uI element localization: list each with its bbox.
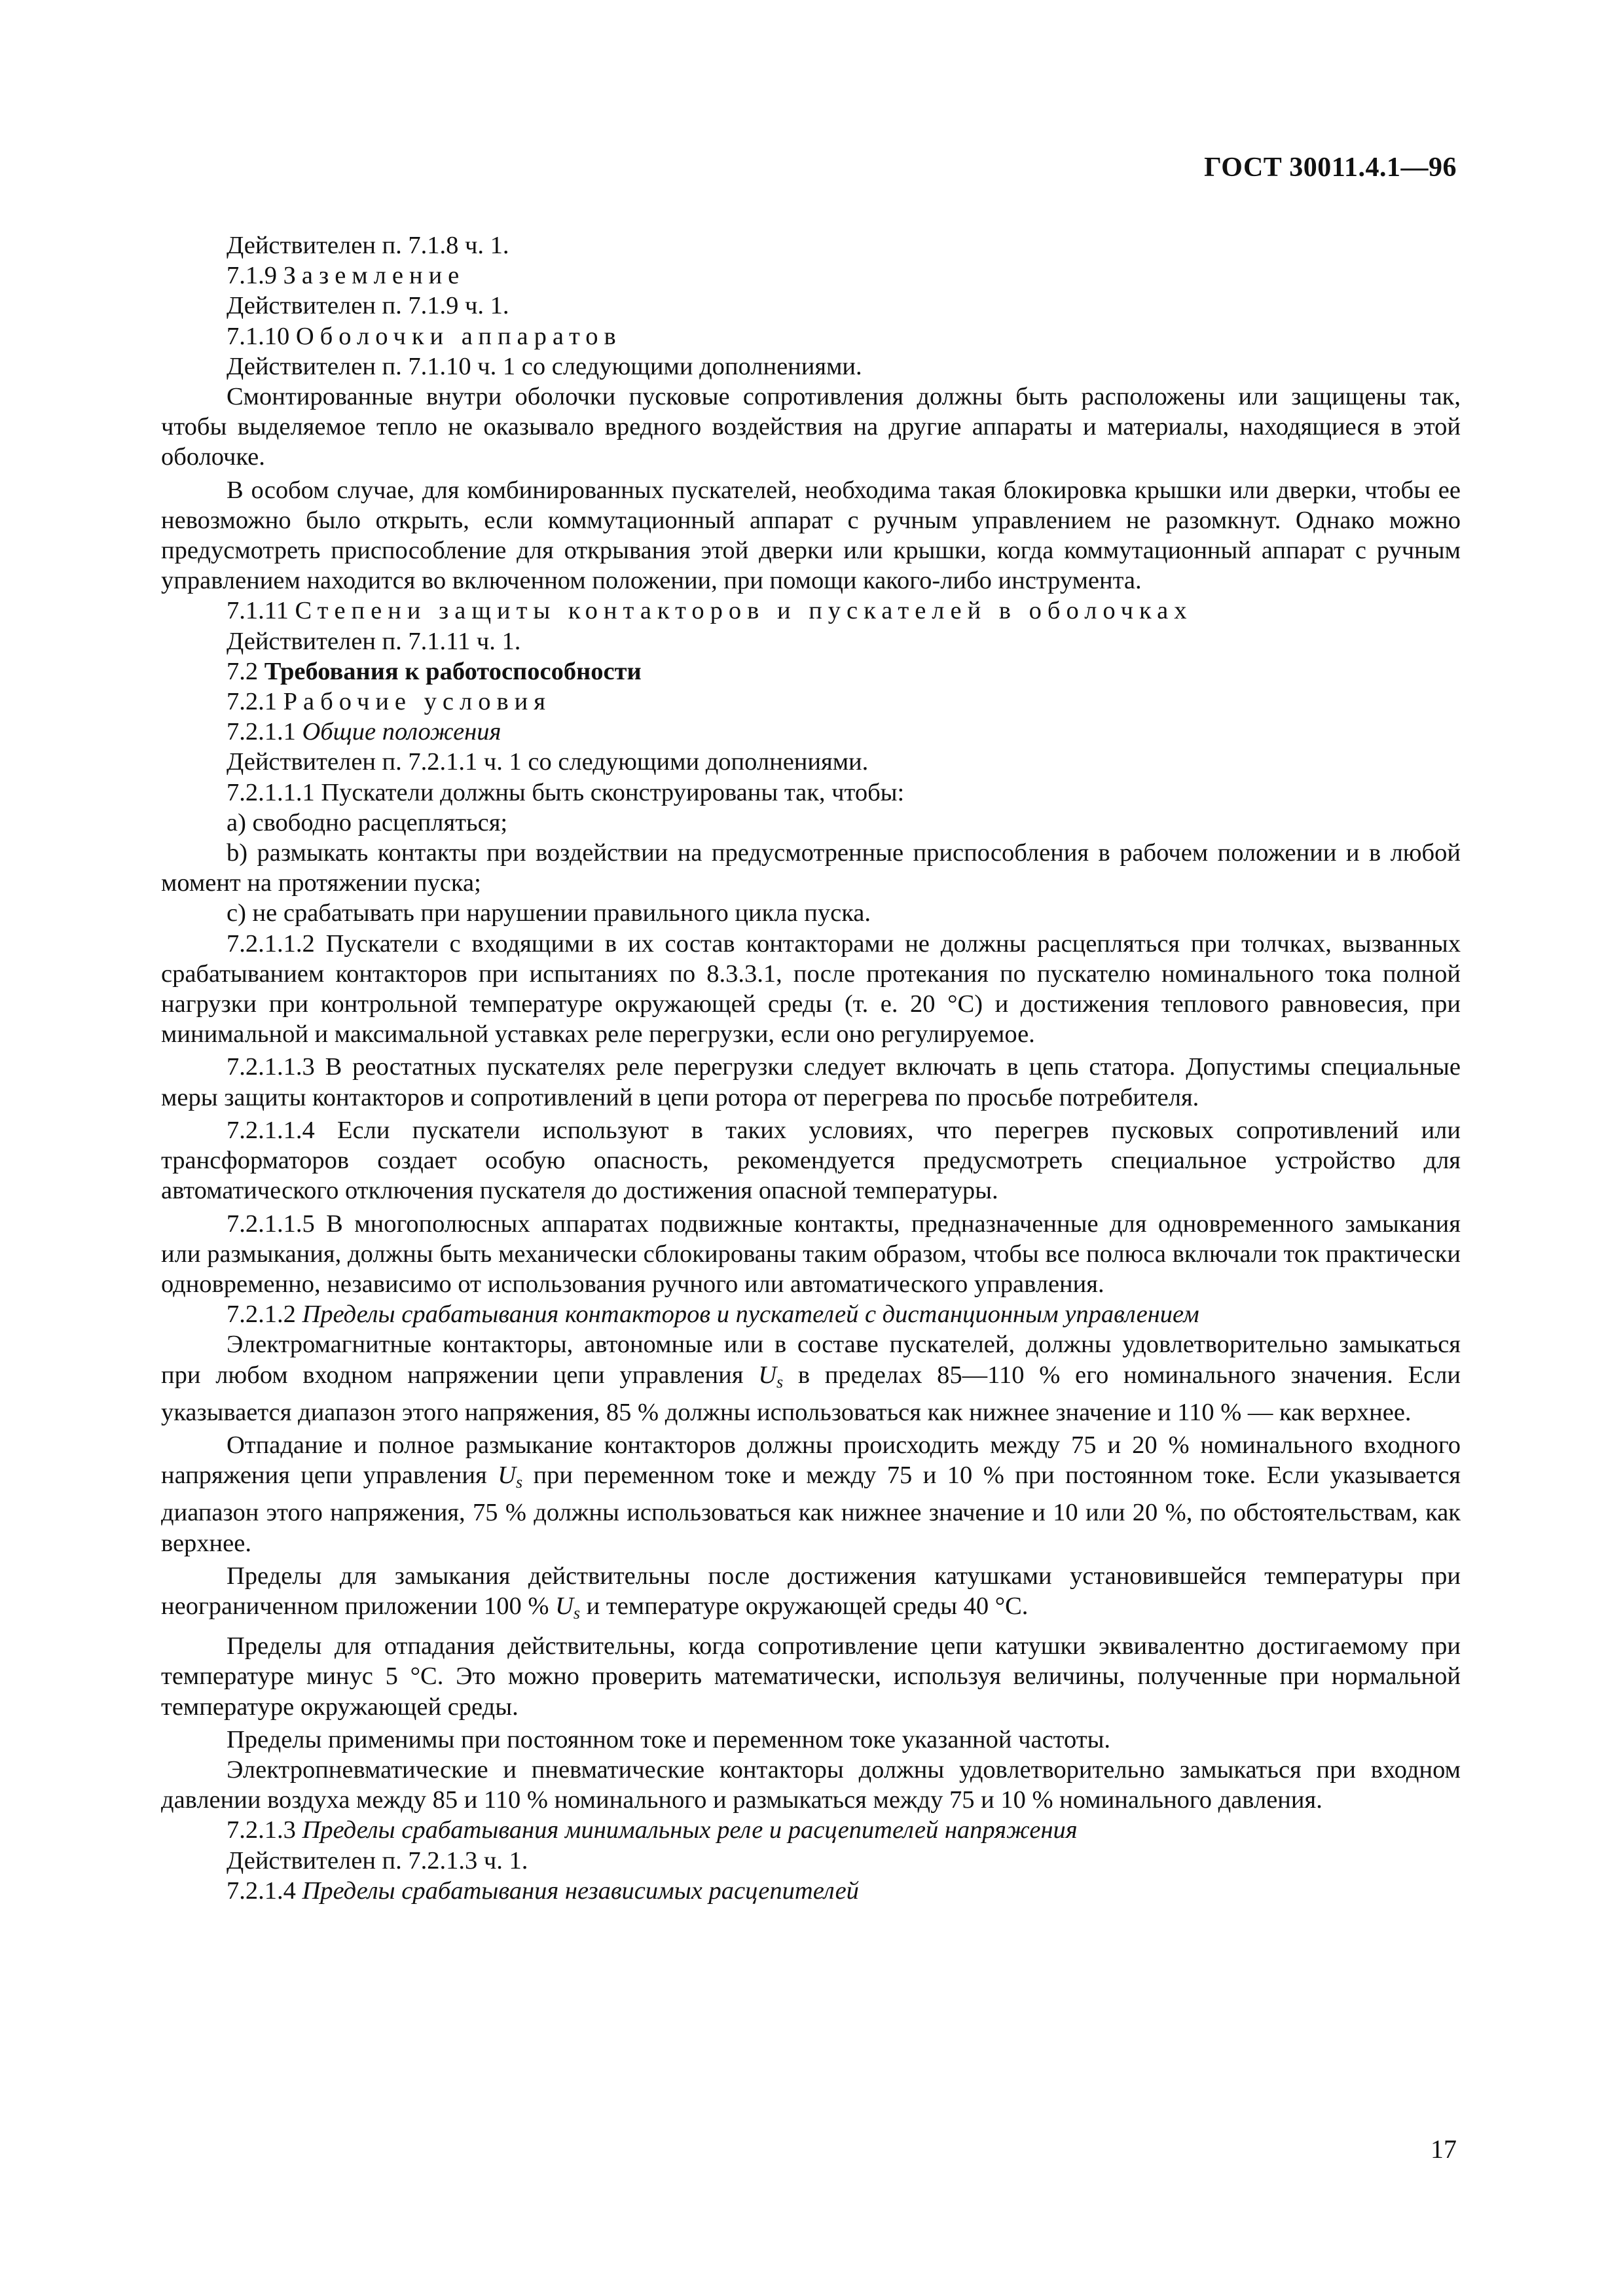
section-number: 7.2.1 (227, 688, 277, 716)
section-title: Пределы срабатывания контакторов и пускателей с дистанционным управлением (302, 1300, 1199, 1329)
section-heading (161, 321, 1461, 351)
text-line: Действителен п. 7.1.11 ч. 1. (227, 627, 521, 655)
list-item: c) не срабатывать при нарушении правильного цикла пуска. (227, 899, 871, 927)
section-heading (161, 1876, 1461, 1906)
paragraph-text: Отпадание и полное размыкание контакторов должны происходить между 75 и 20 % номинального входного напряжения цепи управления (161, 1431, 1461, 1490)
paragraph-text: и температуре окружающей среды 40 °С. (580, 1592, 1029, 1620)
symbol-sub: s (776, 1372, 784, 1391)
section-title: Пределы срабатывания минимальных реле и расцепителей напряжения (302, 1816, 1078, 1844)
symbol-us (758, 1361, 783, 1389)
paragraph: 7.2.1.1.5 В многополюсных аппаратах подвижные контакты, предназначенные для одновременного замыкания или размыкания, должны быть механически сблокированы таким образом, чтобы все полюса включали ток практически одновременно, независимо от использования ручного или автоматического управления. (161, 1210, 1461, 1298)
section-title: Рабочие условия (283, 688, 551, 716)
text-line: 7.2.1.1.1 Пускатели должны быть сконструированы так, чтобы: (227, 778, 905, 806)
symbol-var: U (758, 1361, 777, 1389)
section-heading (161, 1299, 1461, 1329)
paragraph: 7.2.1.1.2 Пускатели с входящими в их состав контакторами не должны расцепляться при толчках, вызванных срабатыванием контакторов при испытаниях по 8.3.3.1, после протекания по пускателю номинального тока полной нагрузки при контрольной температуре окружающей среды (т. е. 20 °С) и достижения теплового равновесия, при минимальной и максимальной уставках реле перегрузки, если оно регулируемое. (161, 929, 1461, 1049)
paragraph: Электропневматические и пневматические контакторы должны удовлетворительно замыкаться при входном давлении воздуха между 85 и 110 % номинального и размыкаться между 75 и 10 % номинального давления. (161, 1755, 1461, 1814)
section-title: Пределы срабатывания независимых расцепителей (302, 1876, 859, 1905)
section-number: 7.1.11 (227, 597, 289, 625)
paragraph: 7.2.1.1.3 В реостатных пускателях реле перегрузки следует включать в цепь статора. Допустимы специальные меры защиты контакторов и сопротивлений в цепи ротора от перегрева по просьбе потребителя. (161, 1053, 1461, 1111)
paragraph (161, 1329, 1461, 1427)
section-number: 7.2.1.2 (227, 1300, 296, 1329)
section-heading (161, 596, 1461, 626)
paragraph-text: Пределы для замыкания действительны после достижения катушками установившейся температуры при неограниченном приложении 100 % (161, 1562, 1461, 1620)
symbol-sub: s (516, 1473, 523, 1492)
section-heading (161, 687, 1461, 717)
section-title: Требования к работоспособности (264, 657, 642, 685)
section-heading (161, 717, 1461, 747)
text-line: Действителен п. 7.1.10 ч. 1 со следующими дополнениями. (227, 352, 862, 380)
section-number: 7.1.9 (227, 262, 277, 290)
paragraph: Смонтированные внутри оболочки пусковые сопротивления должны быть расположены или защищены так, чтобы выделяемое тепло не оказывало вредного воздействия на другие аппараты и материалы, находящиеся в этой оболочке. (161, 383, 1461, 471)
section-title: Общие положения (302, 718, 501, 746)
symbol-var: U (555, 1592, 574, 1620)
paragraph-text: при переменном токе и между 75 и 10 % при постоянном токе. Если указывается диапазон этого напряжения, 75 % должны использоваться как нижнее значение и 10 или 20 %, по обстоятельствам, как верхнее. (161, 1462, 1461, 1557)
paragraph (161, 1430, 1461, 1558)
paragraph-text: Электромагнитные контакторы, автономные или в составе пускателей, должны удовлетворительно замыкаться при любом входном напряжении цепи управления (161, 1331, 1461, 1389)
symbol-sub: s (573, 1603, 581, 1623)
section-heading (161, 656, 1461, 687)
document-body (161, 230, 1461, 1906)
section-title: Степени защиты контакторов и пускателей в оболочках (295, 597, 1193, 625)
text-line: Действителен п. 7.1.8 ч. 1. (227, 232, 509, 259)
section-title: Заземление (283, 262, 465, 290)
paragraph: 7.2.1.1.4 Если пускатели используют в таких условиях, что перегрев пусковых сопротивлений или трансформаторов создает особую опасность, рекомендуется предусмотреть специальное устройство для автоматического отключения пускателя до достижения опасной температуры. (161, 1116, 1461, 1205)
page-number: 17 (1431, 2134, 1457, 2164)
text-line: Пределы применимы при постоянном токе и переменном токе указанной частоты. (227, 1725, 1111, 1753)
paragraph: Пределы для отпадания действительны, когда сопротивление цепи катушки эквивалентно достигаемому при температуре минус 5 °С. Это можно проверить математически, используя величины, полученные при нормальной температуре окружающей среды. (161, 1632, 1461, 1721)
symbol-us (498, 1462, 523, 1492)
symbol-var: U (498, 1462, 516, 1490)
section-number: 7.1.10 (227, 322, 290, 350)
symbol-us (555, 1592, 581, 1623)
paragraph (161, 1561, 1461, 1628)
text-line: Действителен п. 7.2.1.3 ч. 1. (227, 1846, 528, 1874)
section-number: 7.2.1.4 (227, 1876, 296, 1905)
text-line: Действителен п. 7.2.1.1 ч. 1 со следующими дополнениями. (227, 748, 869, 776)
paragraph-text: в пределах 85—110 % его номинального значения. Если указывается диапазон этого напряжения, 85 % должны использоваться как нижнее значение и 110 % — как верхнее. (161, 1361, 1461, 1426)
section-number: 7.2 (227, 657, 259, 685)
document-code-header: ГОСТ 30011.4.1—96 (1204, 152, 1457, 183)
section-title: Оболочки аппаратов (295, 322, 622, 350)
section-heading (161, 1815, 1461, 1845)
list-item: a) свободно расцепляться; (227, 808, 508, 836)
list-item: b) размыкать контакты при воздействии на предусмотренные приспособления в рабочем положении и в любой момент на протяжении пуска; (161, 839, 1461, 897)
text-line: Действителен п. 7.1.9 ч. 1. (227, 292, 509, 320)
paragraph: В особом случае, для комбинированных пускателей, необходима такая блокировка крышки или дверки, чтобы ее невозможно было открыть, если коммутационный аппарат с ручным управлением не разомкнут. Однако можно предусмотреть приспособление для открывания этой дверки или крышки, когда коммутационный аппарат с ручным управлением находится во включенном положении, при помощи какого-либо инструмента. (161, 476, 1461, 595)
section-heading (161, 260, 1461, 291)
section-number: 7.2.1.3 (227, 1816, 296, 1844)
section-number: 7.2.1.1 (227, 718, 296, 746)
